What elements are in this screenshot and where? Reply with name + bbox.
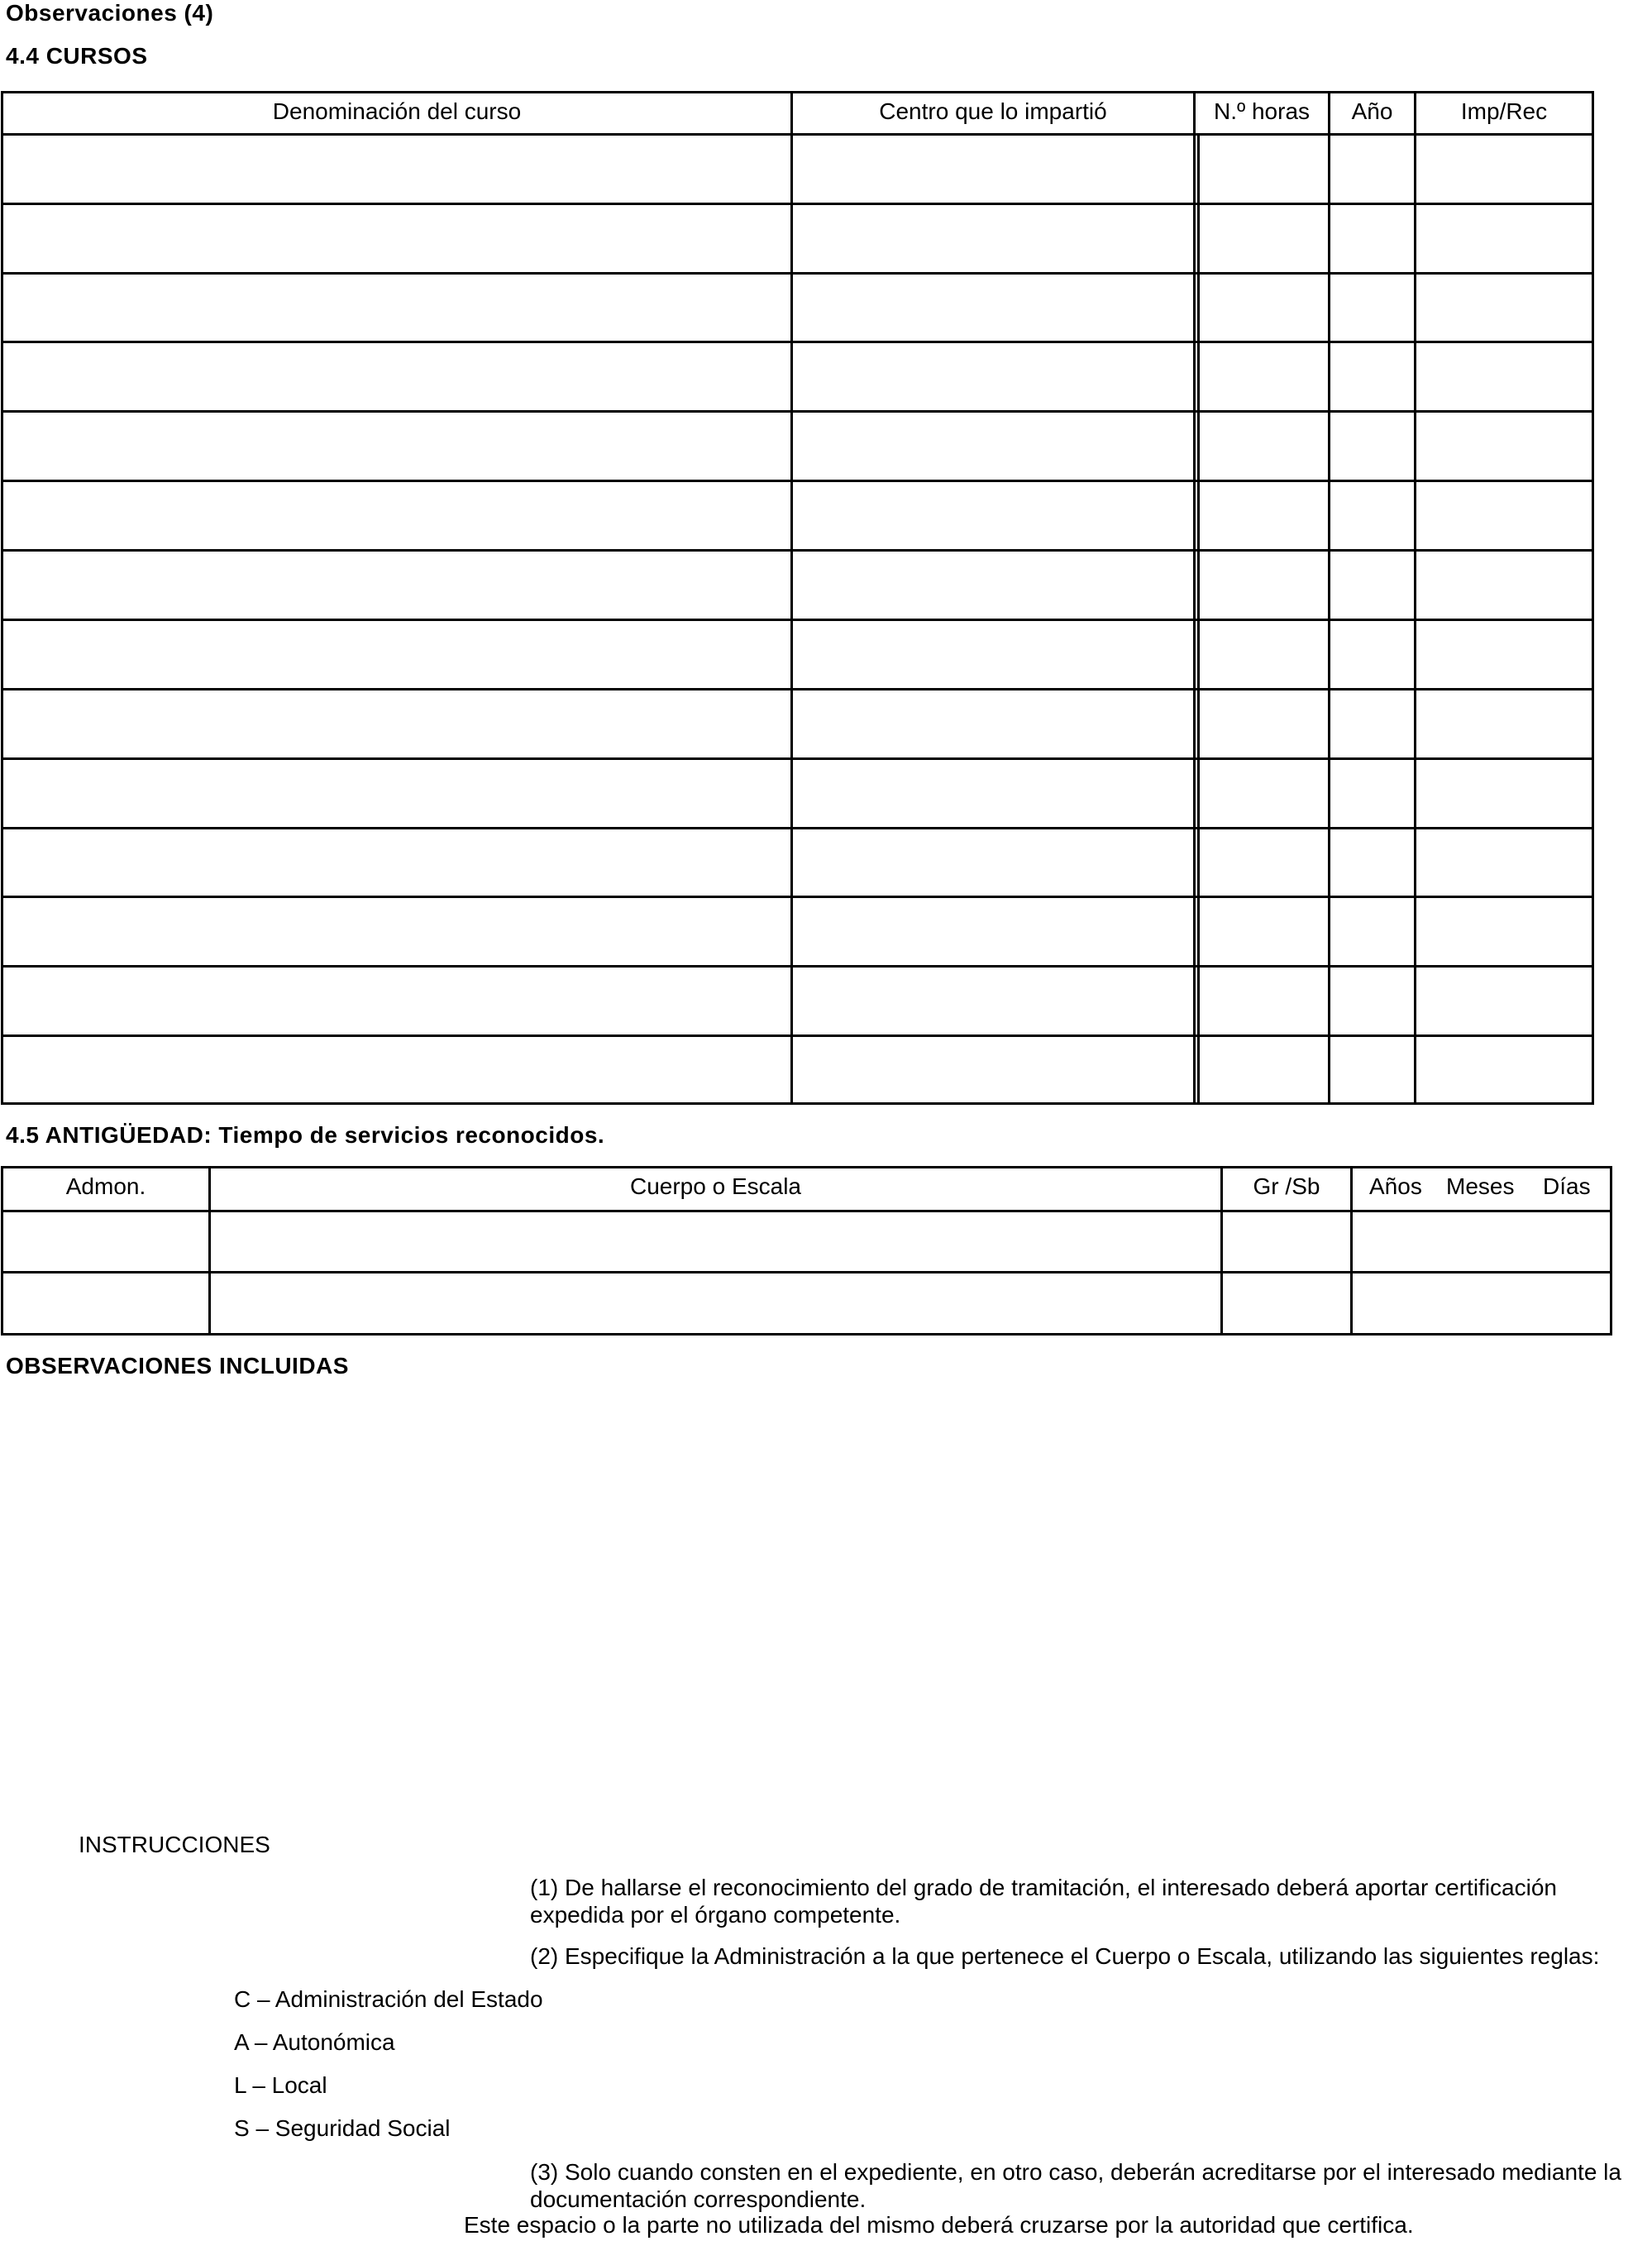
observaciones-heading: Observaciones (4) bbox=[6, 0, 214, 26]
observaciones-incluidas-heading: OBSERVACIONES INCLUIDAS bbox=[6, 1353, 349, 1379]
instrucciones-title: INSTRUCCIONES bbox=[79, 1832, 270, 1857]
col-admon: Admon. bbox=[65, 1173, 146, 1199]
instruccion-nota-3: (3) Solo cuando consten en el expediente, en otro caso, deberán acreditarse por el interesado mediante la documentación correspondiente. bbox=[530, 2159, 1621, 2212]
regla-s: S – Seguridad Social bbox=[234, 2115, 451, 2141]
regla-c: C – Administración del Estado bbox=[234, 1986, 543, 2012]
antiguedad-heading: 4.5 ANTIGÜEDAD: Tiempo de servicios reconocidos. bbox=[6, 1122, 605, 1148]
col-horas: N.º horas bbox=[1213, 98, 1311, 124]
cursos-heading: 4.4 CURSOS bbox=[6, 43, 148, 69]
footer-note: Este espacio o la parte no utilizada del mismo deberá cruzarse por la autoridad que certifica. bbox=[464, 2212, 1414, 2238]
col-anio: Año bbox=[1351, 98, 1393, 124]
regla-l: L – Local bbox=[234, 2072, 327, 2098]
col-cuerpo-escala: Cuerpo o Escala bbox=[629, 1173, 801, 1199]
col-meses: Meses bbox=[1446, 1173, 1515, 1199]
instruccion-nota-1: (1) De hallarse el reconocimiento del grado de tramitación, el interesado deberá aportar certificación expedida por el órgano competente. bbox=[530, 1875, 1557, 1928]
col-anios: Años bbox=[1369, 1173, 1422, 1199]
col-denominacion: Denominación del curso bbox=[272, 98, 522, 124]
regla-a: A – Autonómica bbox=[234, 2029, 395, 2055]
col-centro: Centro que lo impartió bbox=[879, 98, 1107, 124]
col-gr-sb: Gr /Sb bbox=[1253, 1173, 1320, 1199]
col-dias: Días bbox=[1543, 1173, 1591, 1199]
instruccion-nota-2: (2) Especifique la Administración a la que pertenece el Cuerpo o Escala, utilizando las siguientes reglas: bbox=[530, 1943, 1600, 1969]
col-imp-rec: Imp/Rec bbox=[1460, 98, 1548, 124]
